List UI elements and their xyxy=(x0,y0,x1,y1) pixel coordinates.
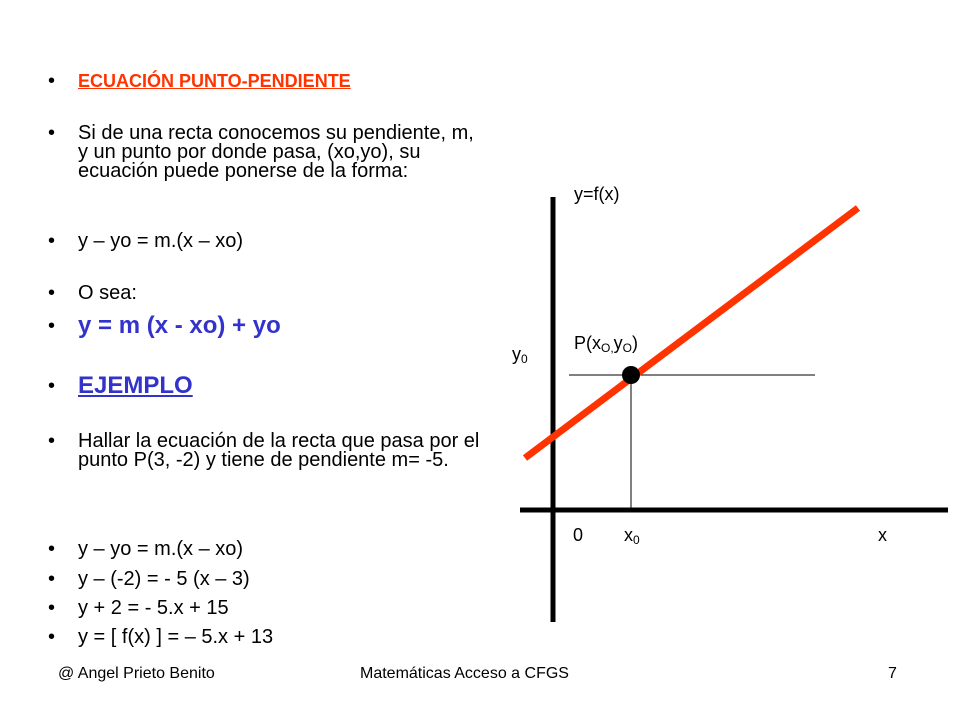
point-label-sub-y: O xyxy=(622,341,633,355)
slide-title: ECUACIÓN PUNTO-PENDIENTE xyxy=(78,71,351,91)
y0-sub: 0 xyxy=(521,352,528,366)
point-label-base: P(x xyxy=(574,333,601,353)
ejemplo-heading: EJEMPLO xyxy=(78,372,193,399)
origin-label: 0 xyxy=(573,525,584,545)
o-sea-text: O sea: xyxy=(78,282,137,304)
x0-sub: 0 xyxy=(633,533,640,547)
y0-label xyxy=(512,344,528,366)
point-label-mid: y xyxy=(613,333,623,353)
formula-text: y – yo = m.(x – xo) xyxy=(78,230,244,252)
step-1: y – yo = m.(x – xo) xyxy=(78,538,244,560)
y-axis-label: y=f(x) xyxy=(574,184,620,204)
x-axis-label: x xyxy=(878,525,887,545)
x0-label xyxy=(624,525,640,547)
problem-text: Hallar la ecuación de la recta que pasa por el punto P(3, -2) y tiene de pendiente m= -5. xyxy=(78,430,480,471)
point-p xyxy=(622,366,640,384)
main-formula: y = m (x - xo) + yo xyxy=(78,312,281,339)
step-2: y – (-2) = - 5 (x – 3) xyxy=(78,568,250,590)
intro-text: Si de una recta conocemos su pendiente, m, y un punto por donde pasa, (xo,yo), su ecuación puede ponerse de la forma: xyxy=(78,122,474,182)
point-label xyxy=(574,333,638,355)
footer-course: Matemáticas Acceso a CFGS xyxy=(360,665,569,682)
x0-base: x xyxy=(624,525,633,545)
point-label-sub-x: O, xyxy=(601,341,614,355)
y0-base: y xyxy=(512,344,521,364)
step-4: y = [ f(x) ] = – 5.x + 13 xyxy=(78,626,274,648)
footer-author: @ Angel Prieto Benito xyxy=(58,665,215,682)
footer-page-number: 7 xyxy=(888,665,897,682)
step-3: y + 2 = - 5.x + 15 xyxy=(78,597,229,619)
point-label-close: ) xyxy=(632,333,639,353)
